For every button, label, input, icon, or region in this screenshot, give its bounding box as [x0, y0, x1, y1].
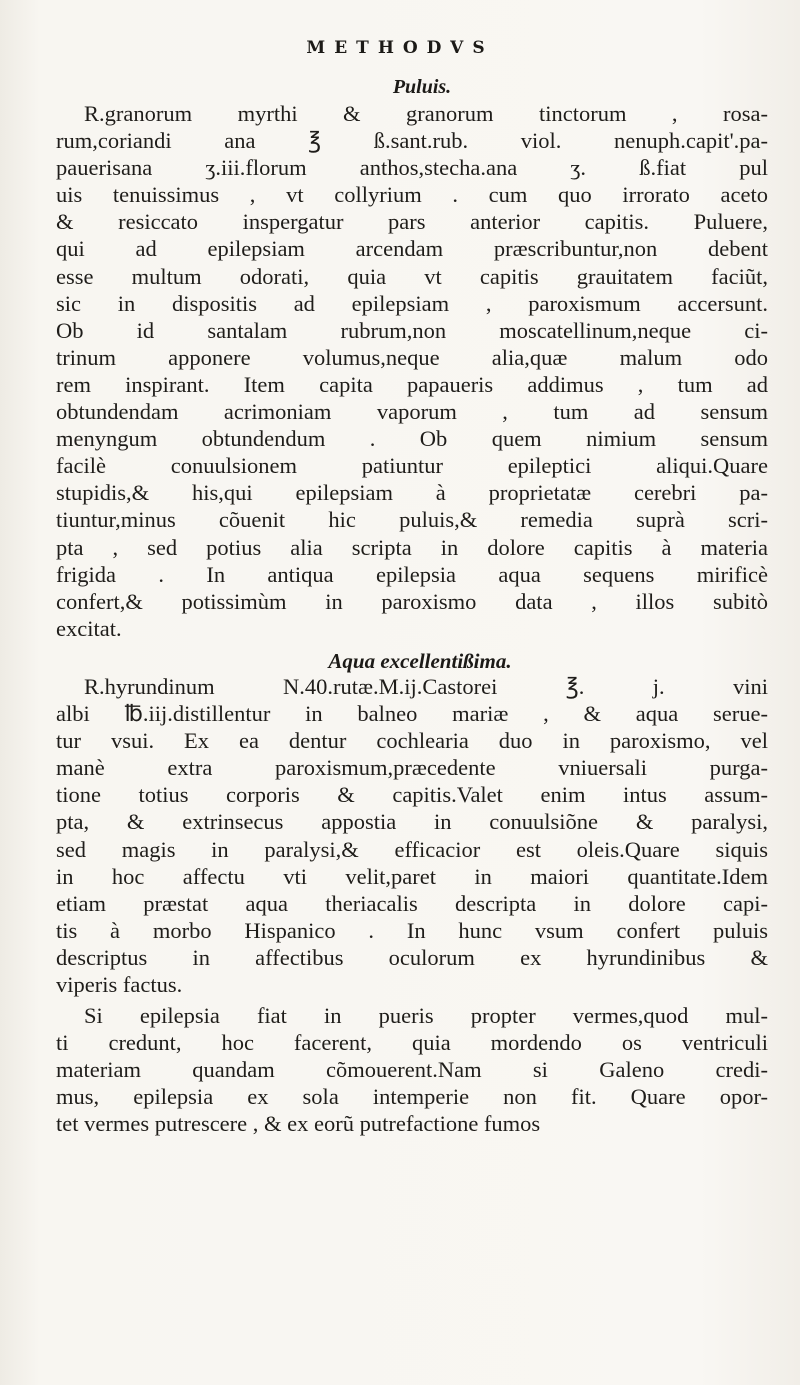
text-line: stupidis,& his,qui epilepsiam à proprietatæ cerebri pa- [56, 480, 768, 506]
text-line: descriptus in affectibus oculorum ex hyrundinibus & [56, 944, 768, 970]
text-line: qui ad epilepsiam arcendam præscribuntur,non debent [56, 236, 768, 262]
text-line: tis à morbo Hispanico . In hunc vsum confert puluis [56, 917, 768, 943]
text-line: tiuntur,minus cõuenit hic puluis,& remedia suprà scri- [56, 507, 768, 533]
text-line: frigida . In antiqua epilepsia aqua sequens mirificè [56, 561, 768, 587]
text-line: viperis factus. [56, 972, 183, 998]
paragraph-epilepsia-pueris [56, 1002, 768, 1137]
text-line: tet vermes putrescere , & ex eorũ putrefactione fumos [56, 1111, 541, 1137]
text-line: pta , sed potius alia scripta in dolore capitis à materia [56, 534, 768, 560]
text-line: R.hyrundinum N.40.rutæ.M.ij.Castorei ℥. j. vini [84, 674, 768, 699]
running-head: METHODVS [306, 38, 494, 58]
text-line: R.granorum myrthi & granorum tinctorum , rosa- [84, 101, 768, 126]
text-line: Si epilepsia fiat in pueris propter vermes,quod mul- [84, 1003, 768, 1028]
text-line: ti credunt, hoc facerent, quia mordendo os ventriculi [56, 1030, 768, 1056]
text-line: tur vsui. Ex ea dentur cochlearia duo in paroxismo, vel [56, 728, 768, 754]
text-line: mus, epilepsia ex sola intemperie non fit. Quare opor- [56, 1084, 768, 1110]
text-line: esse multum odorati, quia vt capitis grauitatem faciũt, [56, 263, 768, 289]
text-line: obtundendam acrimoniam vaporum , tum ad sensum [56, 399, 768, 425]
section-title-pulvis: Puluis. [392, 76, 452, 98]
text-line: Ob id santalam rubrum,non moscatellinum,neque ci- [56, 317, 768, 343]
text-line: pauerisana ʒ.iii.florum anthos,stecha.ana ʒ. ß.fiat pul [56, 155, 768, 181]
text-line: confert,& potissimùm in paroxismo data , illos subitò [56, 588, 768, 614]
text-line: & resiccato inspergatur pars anterior capitis. Puluere, [56, 209, 768, 235]
paragraph-pulvis [56, 100, 768, 642]
text-line: sic in dispositis ad epilepsiam , paroxismum accersunt. [56, 290, 768, 316]
text-line: rum,coriandi ana ℥ ß.sant.rub. viol. nenuph.capit'.pa- [56, 128, 768, 154]
text-line: materiam quandam cõmouerent.Nam si Galeno credi- [56, 1057, 768, 1083]
paragraph-aqua [56, 673, 768, 998]
text-line: excitat. [56, 615, 122, 641]
text-line: etiam præstat aqua theriacalis descripta in dolore capi- [56, 890, 768, 916]
text-line: uis tenuissimus , vt collyrium . cum quo irrorato aceto [56, 182, 768, 208]
text-line: albi ℔.iij.distillentur in balneo mariæ , & aqua serue- [56, 701, 768, 727]
text-line: trinum apponere volumus,neque alia,quæ malum odo [56, 344, 768, 370]
text-line: menyngum obtundendum . Ob quem nimium sensum [56, 426, 768, 452]
text-line: in hoc affectu vti velit,paret in maiori quantitate.Idem [56, 863, 768, 889]
text-line: pta, & extrinsecus appostia in conuulsiõne & paralysi, [56, 809, 768, 835]
section-title-aqua: Aqua excellentißima. [328, 649, 512, 673]
text-line: tione totius corporis & capitis.Valet enim intus assum- [56, 782, 768, 808]
text-line: rem inspirant. Item capita papaueris addimus , tum ad [56, 371, 768, 397]
text-line: facilè conuulsionem patiuntur epileptici aliqui.Quare [56, 453, 768, 479]
text-line: sed magis in paralysi,& efficacior est oleis.Quare siquis [56, 836, 768, 862]
text-line: manè extra paroxismum,præcedente vniuersali purga- [56, 755, 768, 781]
